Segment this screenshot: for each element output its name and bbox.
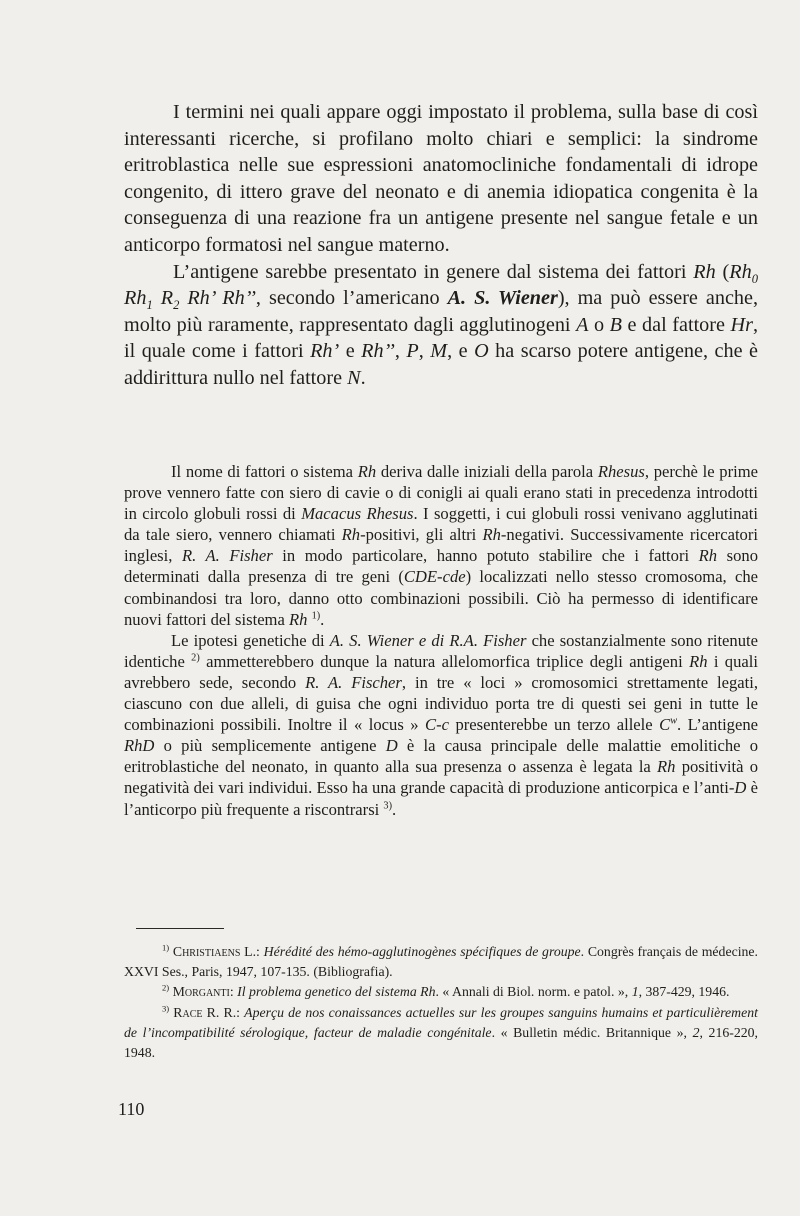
paragraph: L’antigene sarebbe presentato in genere dal sistema dei fattori Rh ($Rh_0$ $Rh_1$ $R_2$ Rh’ Rh’’, secondo l’americano A. S. Wiener), ma può essere anche, molto più raramente, rappresentato dagli agglutinogeni A o B e dal fattore Hr, il quale come i fattori Rh’ e Rh’’, P, M, e O ha scarso potere antigene, che è addirittura nullo nel fattore N. (124, 260, 759, 389)
paragraph: Il nome di fattori o sistema Rh deriva dalle iniziali della parola Rhesus, perchè le prime prove vennero fatte con siero di cavie o di conigli ai quali erano stati in precedenza introdotti in circolo globuli rossi di Macacus Rhesus. I soggetti, i cui globuli rossi venivano agglutinati da tale siero, vennero chiamati Rh-positivi, gli altri Rh-negativi. Successivamente ricercatori inglesi, R. A. Fisher in modo particolare, hanno potuto stabilire che i fattori Rh sono determinati dalla presenza di tre geni (CDE-cde) localizzati nello stesso cromosoma, che combinandosi tra loro, danno otto combinazioni possibili. Ciò ha permesso di identificare nuovi fattori del sistema Rh $^{1)}$. (124, 462, 759, 629)
footnote-1: $^{1)}$ Christiaens L.: Hérédité des hémo-agglutinogènes spécifiques de groupe. Congrès français de médecine. XXVI Ses., Paris, 1947, 107-135. (Bibliografia). (124, 942, 759, 980)
paragraph: I termini nei quali appare oggi impostato il problema, sulla base di così interessanti ricerche, si profilano molto chiari e semplici: la sindrome eritroblastica nelle sue espressioni anatomocliniche fondamentali di idrope congenito, di ittero grave del neonato e di anemia idiopatica congenita è la conseguenza di una reazione fra un antigene presente nel sangue fetale e un anticorpo formatosi nel sangue materno. (124, 101, 758, 256)
paragraph: Le ipotesi genetiche di A. S. Wiener e di R.A. Fisher che sostanzialmente sono ritenute identiche $^{2)}$ ammetterebbero dunque la natura allelomorfica triplice degli antigeni Rh i quali avrebbero sede, secondo R. A. Fischer, in tre « loci » cromosomici strettamente legati, ciascuno con due alleli, di guisa che ogni individuo porta tre di questi sei geni in tutte le combinazioni possibili. Inoltre il « locus » C-c presenterebbe un terzo allele $C^w$. L’antigene RhD o più semplicemente antigene D è la causa principale delle malattie emolitiche o eritroblastiche del neonato, in quanto alla sua presenza o assenza è legata la Rh positività o negatività dei vari individui. Esso ha una grande capacità di produzione anticorpica e l’anti-D è l’anticorpo più frequente a riscontrarsi $^{3)}$. (124, 630, 759, 819)
footnote-2: $^{2)}$ Morganti: Il problema genetico del sistema Rh. « Annali di Biol. norm. e patol. », 1, 387-429, 1946. (162, 982, 730, 1000)
main-text (124, 99, 758, 392)
footnote-divider (136, 928, 224, 929)
footnote-ref: 2) (191, 652, 200, 664)
footnote-ref: 3) (383, 799, 392, 811)
footnote-3: $^{3)}$ Race R. R.: Aperçu de nos conaissances actuelles sur les groupes sanguins humains et particulièrement de l’incompatibilité sérologique, facteur de maladie congénitale. « Bulletin médic. Britannique », 2, 216-220, 1948. (124, 1003, 758, 1061)
footnote-ref: 1) (311, 610, 321, 622)
page-number: 110 (118, 1099, 145, 1119)
secondary-text (124, 461, 758, 820)
footnotes (124, 942, 758, 1063)
